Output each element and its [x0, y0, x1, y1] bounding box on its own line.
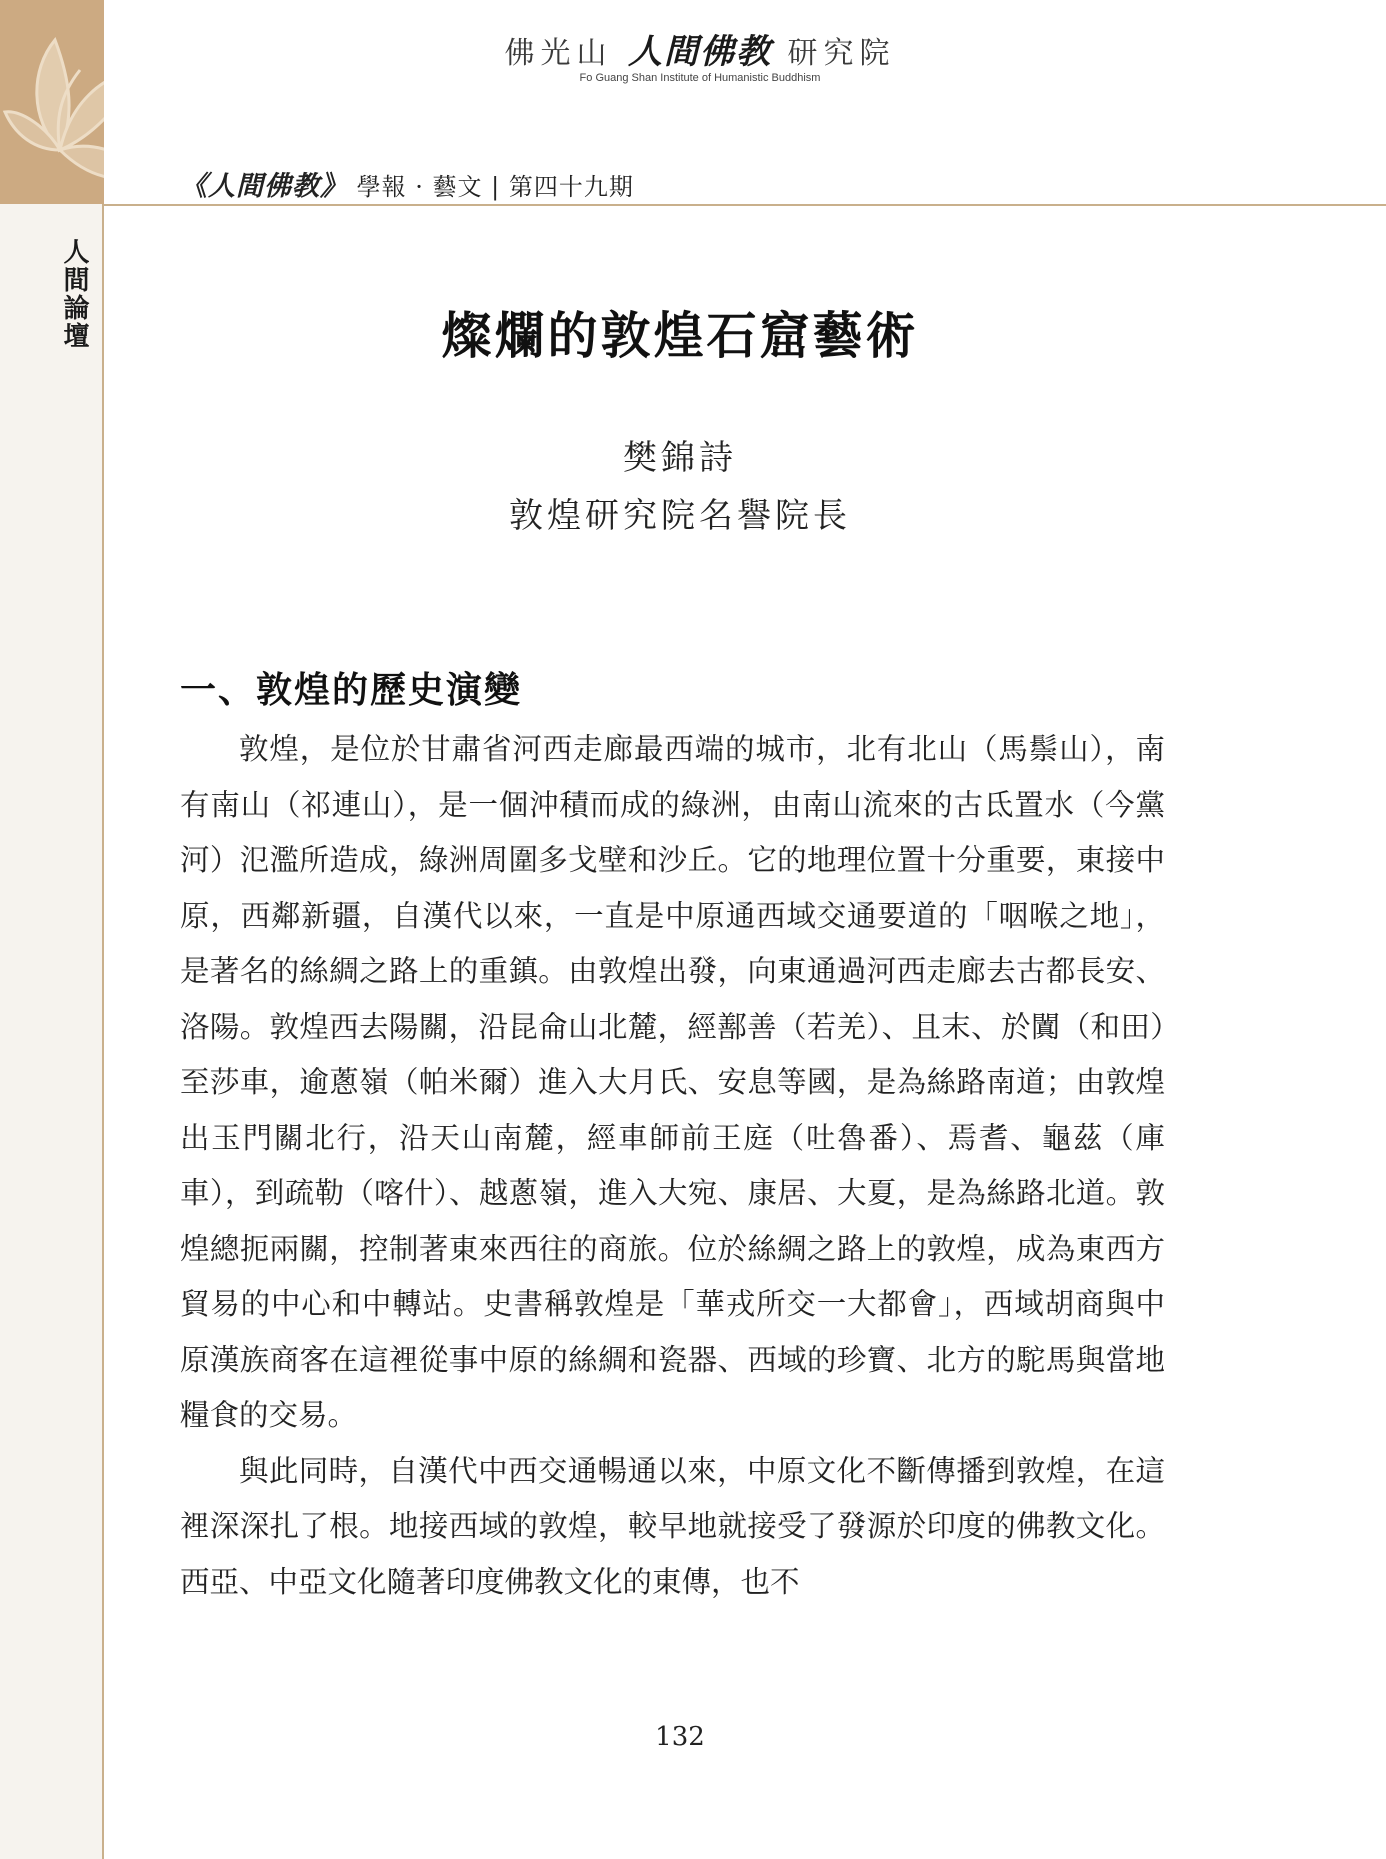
journal-brand: 《人間佛教》 — [180, 171, 348, 202]
article-body — [180, 722, 1165, 1610]
institute-english-name: Fo Guang Shan Institute of Humanistic Buddhism — [579, 72, 821, 84]
body-paragraph: 與此同時，自漢代中西交通暢通以來，中原文化不斷傳播到敦煌，在這裡深深扎了根。地接西域的敦煌，較早地就接受了發源於印度的佛教文化。西亞、中亞文化隨著印度佛教文化的東傳，也不 — [180, 1453, 1165, 1599]
institute-name — [470, 24, 930, 73]
page-number: 132 — [655, 1722, 705, 1752]
author-name: 樊錦詩 — [623, 438, 737, 478]
institute-brand-logotype: 人間佛教 — [628, 32, 772, 72]
lotus-logo-block — [0, 0, 104, 204]
institute-name-pre: 佛光山 — [504, 36, 613, 71]
side-border-line — [102, 0, 104, 1859]
lotus-flower-icon — [0, 0, 104, 204]
body-paragraph: 敦煌，是位於甘肅省河西走廊最西端的城市，北有北山（馬鬃山），南有南山（祁連山），是一個沖積而成的綠洲，由南山流來的古氐置水（今黨河）氾濫所造成，綠洲周圍多戈壁和沙丘。它的地理位置十分重要，東接中原，西鄰新疆，自漢代以來，一直是中原通西域交通要道的「咽喉之地」，是著名的絲綢之路上的重鎮。由敦煌出發，向東通過河西走廊去古都長安、洛陽。敦煌西去陽關，沿昆侖山北麓，經鄯善（若羌）、且末、於闐（和田）至莎車，逾蔥嶺（帕米爾）進入大月氏、安息等國，是為絲路南道；由敦煌出玉門關北行，沿天山南麓，經車師前王庭（吐魯番）、焉耆、龜茲（庫車），到疏勒（喀什）、越蔥嶺，進入大宛、康居、大夏，是為絲路北道。敦煌總扼兩關，控制著東來西往的商旅。位於絲綢之路上的敦煌，成為東西方貿易的中心和中轉站。史書稱敦煌是「華戎所交一大都會」，西域胡商與中原漢族商客在這裡從事中原的絲綢和瓷器、西域的珍寶、北方的駝馬與當地糧食的交易。 — [180, 732, 1165, 1432]
journal-running-head — [180, 164, 634, 203]
article-title: 燦爛的敦煌石窟藝術 — [441, 306, 919, 365]
journal-issue: 學報 · 藝文 | 第四十九期 — [356, 173, 634, 201]
author-affiliation: 敦煌研究院名譽院長 — [509, 496, 851, 536]
header-divider — [104, 204, 1386, 206]
section-heading: 一、敦煌的歷史演變 — [180, 669, 523, 711]
institute-name-post: 研究院 — [787, 36, 896, 71]
section-side-label: 人間論壇 — [59, 238, 89, 350]
